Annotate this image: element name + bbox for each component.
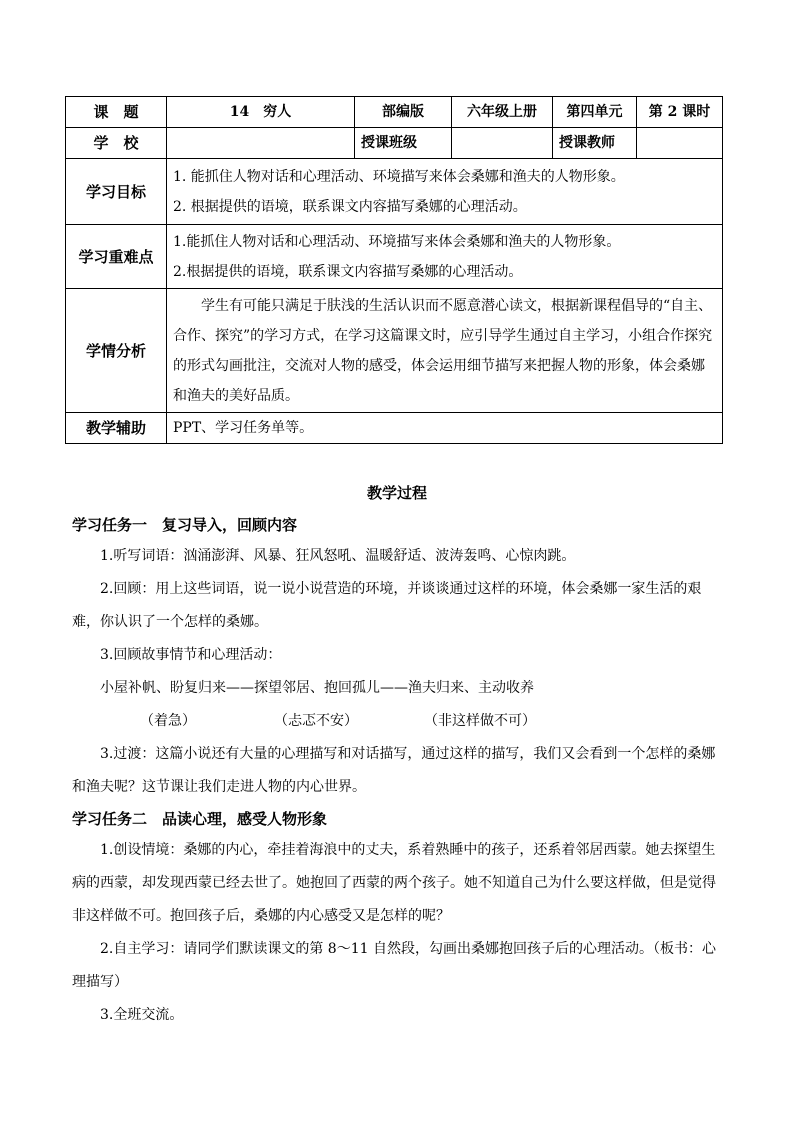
table-row (66, 413, 723, 444)
table-row (66, 159, 723, 225)
goals-content (167, 159, 723, 225)
task2-paragraph: 3.全班交流。 (100, 1007, 184, 1023)
key-points-content (167, 225, 723, 289)
key-point-item: 2.根据提供的语境，联系课文内容描写桑娜的心理活动。 (173, 263, 523, 280)
lesson-title: 14 穷人 (167, 97, 355, 128)
goal-item: 1. 能抓住人物对话和心理活动、环境描写来体会桑娜和渔夫的人物形象。 (173, 168, 625, 185)
class-value (452, 128, 553, 159)
task1-paragraph: 3.过渡：这篇小说还有大量的心理描写和对话描写，通过这样的描写，我们又会看到一个怎样的桑娜和渔夫呢？这节课让我们走进人物的内心世界。 (72, 746, 716, 795)
table-row (66, 225, 723, 289)
teacher-value (637, 128, 723, 159)
task2-heading: 学习任务二 品读心理，感受人物形象 (72, 810, 328, 828)
task1-paragraph: 2.回顾：用上这些词语，说一说小说营造的环境，并谈谈通过这样的环境，体会桑娜一家生活的艰难，你认识了一个怎样的桑娜。 (72, 581, 702, 630)
mood-label: （非这样做不可） (424, 713, 536, 729)
analysis-text: 学生有可能只满足于肤浅的生活认识而不愿意潜心读文，根据新课程倡导的“自主、合作、探究”的学习方式，在学习这篇课文时，应引导学生通过自主学习，小组合作探究的形式勾画批注，交流对人物的感受，体会运用细节描写来把握人物的形象，体会桑娜和渔夫的美好品质。 (173, 297, 713, 404)
table-row (66, 97, 723, 128)
section-title: 教学过程 (366, 484, 427, 502)
key-points-label: 学习重难点 (66, 225, 167, 289)
lesson-info-table (65, 96, 723, 444)
aids-text: PPT、学习任务单等。 (167, 413, 723, 444)
school-value (167, 128, 355, 159)
table-row (66, 289, 723, 413)
mood-label: （着急） (140, 713, 196, 729)
unit: 第四单元 (553, 97, 637, 128)
edition: 部编版 (355, 97, 452, 128)
aids-label: 教学辅助 (66, 413, 167, 444)
task2-paragraph: 1.创设情境：桑娜的内心，牵挂着海浪中的丈夫，系着熟睡中的孩子，还系着邻居西蒙。她去探望生病的西蒙，却发现西蒙已经去世了。她抱回了西蒙的两个孩子。她不知道自己为什么要这样做，但是觉得非这样做不可。抱回孩子后，桑娜的内心感受又是怎样的呢？ (72, 842, 716, 924)
goals-label: 学习目标 (66, 159, 167, 225)
analysis-label: 学情分析 (66, 289, 167, 413)
teacher-label: 授课教师 (553, 128, 637, 159)
mood-label: （忐忑不安） (274, 713, 358, 729)
period: 第 2 课时 (637, 97, 723, 128)
plot-sequence: 小屋补帆、盼复归来——探望邻居、抱回孤儿——渔夫归来、主动收养 (100, 680, 534, 696)
class-label: 授课班级 (355, 128, 452, 159)
lesson-label: 课 题 (66, 97, 167, 128)
school-label: 学 校 (66, 128, 167, 159)
mood-row (72, 705, 722, 738)
table-row (66, 128, 723, 159)
analysis-content (167, 289, 723, 413)
goal-item: 2. 根据提供的语境，联系课文内容描写桑娜的心理活动。 (173, 198, 527, 215)
task2-paragraph: 2.自主学习：请同学们默读课文的第 8～11 自然段，勾画出桑娜抱回孩子后的心理活动。（板书：心理描写） (72, 941, 716, 990)
grade: 六年级上册 (452, 97, 553, 128)
teaching-process (72, 510, 722, 1032)
key-point-item: 1.能抓住人物对话和心理活动、环境描写来体会桑娜和渔夫的人物形象。 (173, 233, 621, 250)
task1-heading: 学习任务一 复习导入，回顾内容 (72, 516, 298, 534)
task1-paragraph: 1.听写词语：汹涌澎湃、风暴、狂风怒吼、温暖舒适、波涛轰鸣、心惊肉跳。 (100, 548, 576, 564)
task1-paragraph: 3.回顾故事情节和心理活动： (100, 647, 282, 663)
